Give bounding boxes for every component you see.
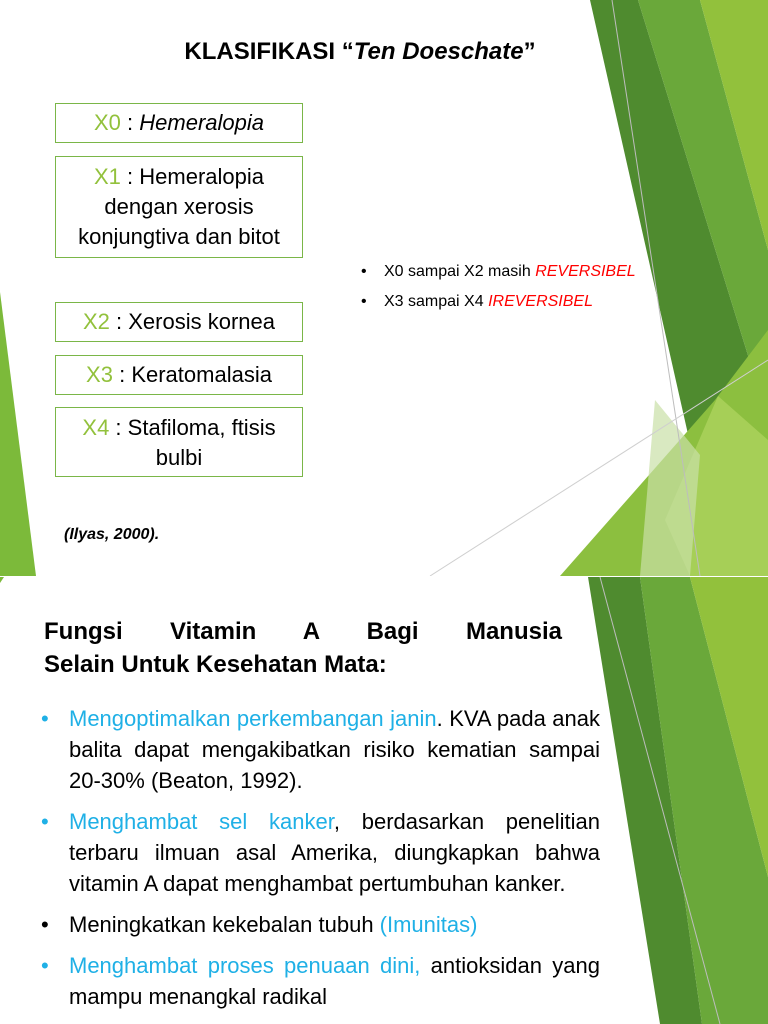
class-separator: :	[109, 309, 129, 334]
list-item-highlight: Mengoptimalkan perkembangan janin	[69, 706, 437, 731]
section-title-line-1: Fungsi Vitamin A Bagi Manusia	[44, 618, 562, 645]
class-box-x4	[55, 407, 303, 477]
reversibility-notes	[358, 262, 658, 322]
class-code: X0	[94, 110, 121, 135]
list-item	[38, 950, 600, 1012]
class-box-x2	[55, 302, 303, 342]
list-item-text: , berdasarkan penelitian terbaru ilmuan asal Amerika, diungkapkan bahwa vitamin A dapat menghambat pertumbuhan kanker.	[69, 809, 600, 896]
class-code: X1	[94, 164, 121, 189]
note-item	[358, 262, 658, 282]
list-item	[38, 909, 600, 940]
list-item-text: . KVA pada anak balita dapat mengakibatkan risiko kematian sampai 20-30% (Beaton, 1992).	[69, 706, 600, 793]
class-code: X3	[86, 362, 113, 387]
section-title	[44, 615, 562, 681]
list-item-highlight: (Imunitas)	[379, 912, 478, 937]
class-box-x3	[55, 355, 303, 395]
class-separator: :	[109, 415, 128, 440]
class-separator: :	[112, 362, 132, 387]
class-separator: :	[120, 164, 140, 189]
functions-list	[38, 703, 600, 1022]
slide-vitamin-a-functions	[0, 577, 768, 1024]
class-description: Stafiloma, ftisis bulbi	[127, 415, 276, 470]
citation: (Ilyas, 2000).	[64, 526, 160, 543]
class-separator: :	[120, 110, 140, 135]
class-box-x1	[55, 156, 303, 258]
note-emphasis: IREVERSIBEL	[488, 293, 593, 310]
list-item	[38, 806, 600, 899]
class-description: Keratomalasia	[131, 362, 272, 387]
list-item-highlight: Menghambat proses penuaan dini,	[69, 953, 421, 978]
list-item-highlight: Menghambat sel kanker	[69, 809, 334, 834]
note-text: X0 sampai X2 masih	[384, 263, 536, 280]
note-emphasis: REVERSIBEL	[535, 263, 636, 280]
list-item-text: Meningkatkan kekebalan tubuh	[69, 912, 380, 937]
class-description: Hemeralopia	[139, 110, 264, 135]
title-suffix: ”	[523, 38, 536, 65]
class-code: X2	[82, 309, 110, 334]
class-description: Hemeralopia dengan xerosis konjungtiva dan bitot	[78, 164, 280, 249]
class-description: Xerosis kornea	[128, 309, 275, 334]
class-box-x0	[55, 103, 303, 143]
note-item	[358, 292, 658, 312]
note-text: X3 sampai X4	[384, 293, 489, 310]
section-title-line-2: Selain Untuk Kesehatan Mata:	[44, 651, 387, 678]
title-prefix: KLASIFIKASI “	[184, 38, 354, 65]
class-code: X4	[82, 415, 110, 440]
page-title	[0, 38, 720, 66]
title-italic-name: Ten Doeschate	[353, 38, 524, 65]
list-item	[38, 703, 600, 796]
list-item-text: antioksidan yang mampu menangkal radikal	[69, 953, 600, 1009]
